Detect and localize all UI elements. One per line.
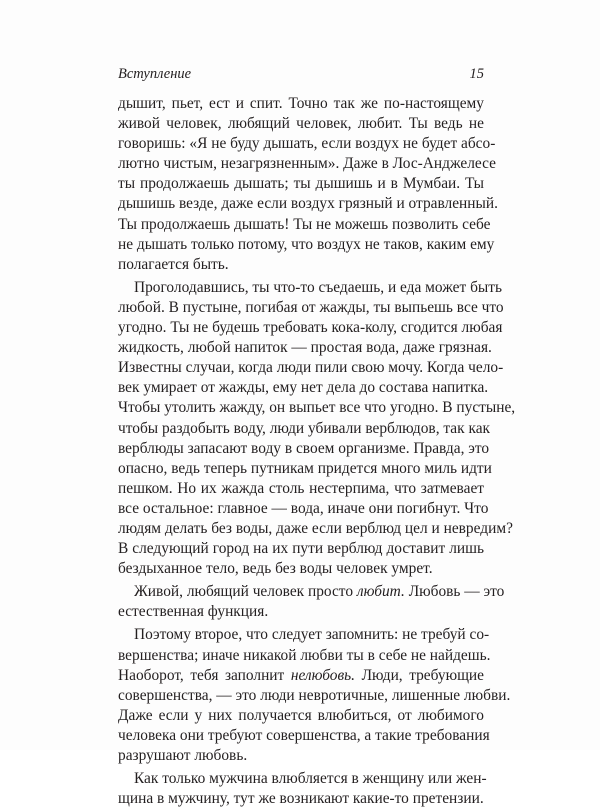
text-line: Поэтому второе, что следует запомнить: не требуй со-	[134, 626, 490, 644]
paragraph	[118, 769, 487, 809]
paragraph	[118, 582, 505, 622]
text-line: верблюды запасают воду в своем организме. Правда, это	[118, 439, 490, 457]
chapter-title: Вступление	[118, 66, 192, 82]
text-line: разрушают любовь.	[118, 747, 248, 764]
running-head	[118, 66, 484, 86]
text-line: вершенства; иначе никакой любви ты в себе не найдешь.	[118, 646, 491, 664]
text-line: угодно. Ты не будешь требовать кока-колу, сгодится любая	[118, 319, 503, 337]
text-line: все остальное: главное — вода, иначе они погибнут. Что	[118, 499, 489, 517]
text-line: Чтобы утолить жажду, он выпьет все что угодно. В пустыне,	[118, 399, 516, 417]
page-number: 15	[469, 66, 484, 82]
emphasis: нелюбовь.	[290, 666, 356, 684]
paragraph	[118, 625, 511, 766]
text-line: пешком. Но их жажда столь нестерпима, что затмевает	[118, 479, 484, 497]
text-line: полагается быть.	[118, 255, 229, 273]
text-line: чтобы раздобыть воду, люди убивали верблюдов, так как	[118, 419, 491, 437]
text-line: лютно чистым, незагрязненным». Даже в Лос-Анджелесе	[118, 155, 496, 173]
body-text	[118, 94, 516, 809]
text-line: Известны случаи, когда люди пили свою мочу. Когда чело-	[118, 359, 504, 377]
paragraph	[118, 278, 516, 579]
text-line: живой человек, любящий человек, любит. Ты ведь не	[118, 115, 484, 133]
text-line: естественная функция.	[118, 603, 269, 621]
text-line: Даже если у них получается влюбиться, от любимого	[118, 706, 484, 724]
text-line: Наоборот, тебя заполнит нелюбовь. Люди, требующие	[118, 666, 484, 684]
text-line: век умирает от жажды, ему нет дела до состава напитка.	[118, 379, 489, 397]
text-line: не дышать только потому, что воздух не таков, каким ему	[118, 235, 495, 253]
text-line: Как только мужчина влюбляется в женщину или жен-	[134, 770, 487, 788]
text-line: ты продолжаешь дышать; ты дышишь и в Мумбаи. Ты	[118, 175, 484, 193]
text-line: говоришь: «Я не буду дышать, если воздух не будет абсо-	[118, 135, 496, 153]
text-line: жидкость, любой напиток — простая вода, даже грязная.	[118, 339, 492, 357]
text-line: В следующий город на их пути верблюд доставит лишь	[118, 540, 484, 558]
text-line: дышит, пьет, ест и спит. Точно так же по-настоящему	[118, 95, 484, 112]
emphasis: любит.	[356, 583, 405, 601]
text-line: щина в мужчину, тут же возникают какие-то претензии.	[118, 790, 484, 808]
text-line: совершенства, — это люди невротичные, лишенные любви.	[118, 686, 511, 704]
text-line: человека они требуют совершенства, а такие требования	[118, 726, 490, 744]
text-line: Проголодавшись, ты что-то съедаешь, и еда может быть	[134, 278, 502, 296]
text-line: любой. В пустыне, погибая от жажды, ты выпьешь все что	[118, 298, 504, 316]
text-line: Живой, любящий человек просто любит. Любовь — это	[134, 583, 505, 601]
text-line: опасно, ведь теперь путникам придется много миль идти	[118, 459, 492, 477]
text-line: бездыханное тело, ведь без воды человек умрет.	[118, 560, 433, 578]
text-line: людям делать без воды, даже если верблюд цел и невредим?	[118, 519, 513, 537]
paragraph	[118, 94, 498, 275]
text-line: дышишь везде, даже если воздух грязный и отравленный.	[118, 195, 498, 213]
text-line: Ты продолжаешь дышать! Ты не можешь позволить себе	[118, 215, 491, 233]
